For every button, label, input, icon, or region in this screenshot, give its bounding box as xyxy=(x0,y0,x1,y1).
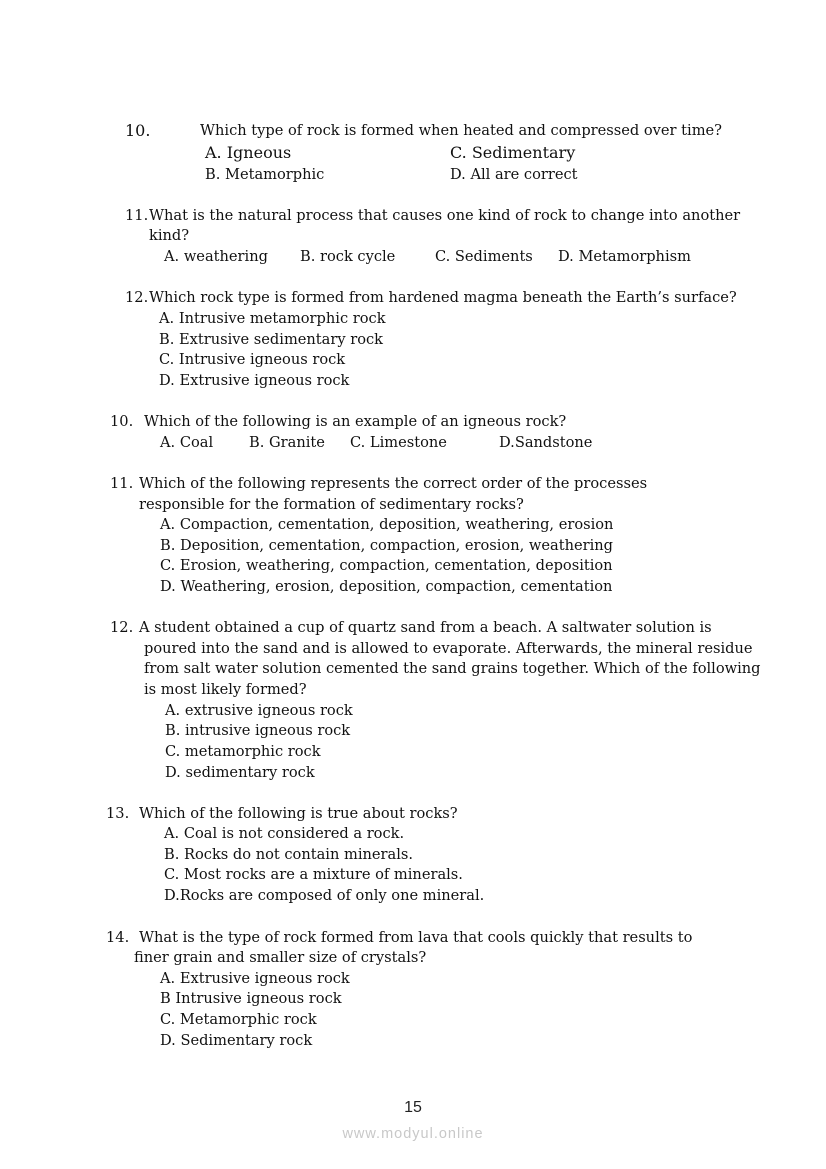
option-b: B. Rocks do not contain minerals. xyxy=(164,846,414,863)
option-b: B. Deposition, cementation, compaction, erosion, weathering xyxy=(160,537,614,554)
question-text-line-2: finer grain and smaller size of crystals? xyxy=(134,949,427,966)
option-d: D. Sedimentary rock xyxy=(160,1032,313,1049)
option-b: B. Metamorphic xyxy=(205,166,325,183)
option-a: A. weathering xyxy=(164,248,268,265)
option-a: A. Coal is not considered a rock. xyxy=(164,825,405,842)
option-a: A. extrusive igneous rock xyxy=(165,702,353,719)
option-c: C. Erosion, weathering, compaction, cementation, deposition xyxy=(160,557,613,574)
option-b: B Intrusive igneous rock xyxy=(160,990,342,1007)
question-text-line-1: A student obtained a cup of quartz sand from a beach. A saltwater solution is xyxy=(139,619,712,636)
question-text: Which rock type is formed from hardened magma beneath the Earth’s surface? xyxy=(149,289,737,306)
option-a: A. Intrusive metamorphic rock xyxy=(159,310,386,327)
question-text-line-3: from salt water solution cemented the sand grains together. Which of the following xyxy=(144,660,761,677)
option-a: A. Extrusive igneous rock xyxy=(160,970,350,987)
option-d: D. Metamorphism xyxy=(558,248,691,265)
question-text: Which type of rock is formed when heated and compressed over time? xyxy=(200,122,722,139)
option-d: D.Rocks are composed of only one mineral. xyxy=(164,887,485,904)
question-text-line-2: poured into the sand and is allowed to evaporate. Afterwards, the mineral residue xyxy=(144,640,753,657)
question-text-line-2: kind? xyxy=(149,227,190,244)
option-a: A. Compaction, cementation, deposition, weathering, erosion xyxy=(160,516,614,533)
option-a: A. Coal xyxy=(160,434,214,451)
watermark: www.modyul.online xyxy=(342,1126,484,1142)
option-a: A. Igneous xyxy=(205,143,292,162)
question-text-line-1: What is the natural process that causes one kind of rock to change into another xyxy=(149,207,741,224)
option-c: C. Intrusive igneous rock xyxy=(159,351,346,368)
question-number: 11. xyxy=(125,207,149,224)
option-c: C. Metamorphic rock xyxy=(160,1011,317,1028)
question-text-line-4: is most likely formed? xyxy=(144,681,307,698)
question-number: 11. xyxy=(110,475,134,492)
question-number: 10. xyxy=(110,413,134,430)
option-d: D.Sandstone xyxy=(499,434,593,451)
option-c: C. Sediments xyxy=(435,248,533,265)
option-b: B. rock cycle xyxy=(300,248,396,265)
option-b: B. intrusive igneous rock xyxy=(165,722,351,739)
option-d: D. All are correct xyxy=(450,166,578,183)
question-number: 14. xyxy=(106,929,130,946)
option-b: B. Granite xyxy=(249,434,325,451)
option-c: C. Limestone xyxy=(350,434,447,451)
question-number: 12. xyxy=(110,619,134,636)
option-c: C. Most rocks are a mixture of minerals. xyxy=(164,866,463,883)
option-c: C. metamorphic rock xyxy=(165,743,321,760)
question-text-line-1: Which of the following represents the correct order of the processes xyxy=(139,475,648,492)
option-d: D. Weathering, erosion, deposition, compaction, cementation xyxy=(160,578,613,595)
question-number: 10. xyxy=(125,121,151,140)
option-b: B. Extrusive sedimentary rock xyxy=(159,331,384,348)
option-d: D. sedimentary rock xyxy=(165,764,315,781)
question-number: 12. xyxy=(125,289,149,306)
question-number: 13. xyxy=(106,805,130,822)
question-text: Which of the following is an example of an igneous rock? xyxy=(144,413,567,430)
question-text: Which of the following is true about rocks? xyxy=(139,805,458,822)
question-text-line-2: responsible for the formation of sedimentary rocks? xyxy=(139,496,524,513)
option-d: D. Extrusive igneous rock xyxy=(159,372,350,389)
option-c: C. Sedimentary xyxy=(450,143,576,162)
question-text-line-1: What is the type of rock formed from lava that cools quickly that results to xyxy=(139,929,693,946)
page-number: 15 xyxy=(404,1099,422,1116)
